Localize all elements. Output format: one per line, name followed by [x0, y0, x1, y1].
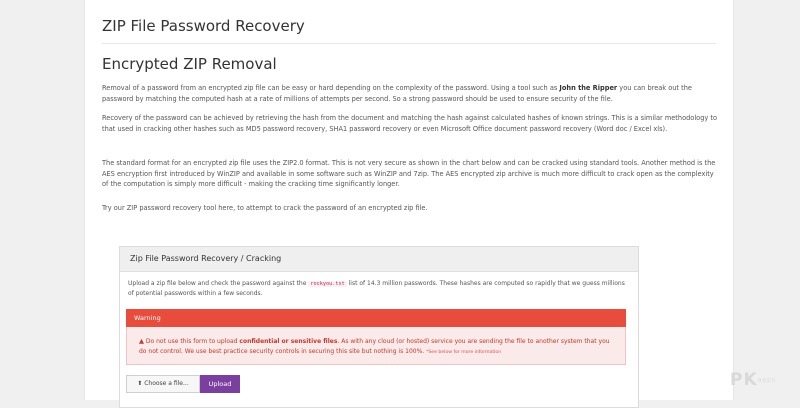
watermark-text: PK	[730, 370, 758, 390]
intro-text-b: you can break out the password by matching the computed hash at a rate of millions of attempts per second. So a strong password should be used to ensure security of the file.	[102, 84, 692, 103]
tool-description	[128, 279, 628, 299]
wordlist-code: rockyou.txt	[310, 281, 345, 287]
format-paragraph: The standard format for an encrypted zip file uses the ZIP2.0 format. This is not very secure as shown in the chart below and can be cracked using standard tools. Another method is the AES encryption first introduced by WinZIP and available in some software such as WinZIP and 7zip. The AES encrypted zip archive is much more difficult to crack open as the complexity of the computation is simply more difficult - making the cracking time significantly longer.	[102, 159, 716, 189]
page-container	[84, 0, 734, 400]
section-title: Encrypted ZIP Removal	[102, 55, 277, 73]
warning-box	[126, 309, 626, 365]
choose-file-label: Choose a file...	[144, 380, 189, 387]
warning-icon: ▲	[139, 337, 144, 345]
tool-desc-text-a: Upload a zip file below and check the password against the	[128, 280, 309, 287]
recovery-paragraph: Recovery of the password can be achieved by retrieving the hash from the document and matching the hash against calculated hashes of known strings. This is a similar methodology to that used in cracking other hashes such as MD5 password recovery, SHA1 password recovery or even Microsoft Office document password recovery (Word doc / Excel xls).	[102, 114, 717, 133]
choose-file-button[interactable]	[126, 375, 200, 393]
warning-message	[126, 327, 626, 365]
zip-recovery-tool-card	[119, 246, 639, 408]
tool-link-paragraph: Try our ZIP password recovery tool here, to attempt to crack the password of an encrypted zip file.	[102, 204, 428, 212]
upload-controls	[126, 375, 240, 393]
warning-text-b: . As with any cloud (or hosted) service you are sending the file to another system that you do not control. We use best practice security controls in securing this site but nothing is 100%.	[139, 338, 610, 355]
watermark-sub: apps	[757, 376, 777, 384]
warning-text-a: Do not use this form to upload	[144, 338, 240, 345]
warning-note[interactable]: *See below for more information	[426, 350, 502, 355]
intro-paragraph	[102, 83, 722, 104]
warning-title: Warning	[126, 309, 626, 327]
tool-desc-text-b: list of 14.3 million passwords. These hashes are computed so rapidly that we guess millions of potential passwords within a few seconds.	[128, 280, 625, 297]
intro-text-a: Removal of a password from an encrypted zip file can be easy or hard depending on the complexity of the password. Using a tool such as	[102, 84, 560, 92]
warning-bold-text: confidential or sensitive files	[239, 338, 338, 345]
upload-button[interactable]: Upload	[200, 375, 240, 393]
watermark-logo	[730, 370, 776, 390]
john-the-ripper-text: John the Ripper	[559, 84, 618, 92]
tool-card-header: Zip File Password Recovery / Cracking	[120, 247, 638, 272]
page-title: ZIP File Password Recovery	[102, 17, 305, 35]
upload-icon: ⬆	[137, 380, 143, 387]
title-divider	[102, 43, 716, 44]
